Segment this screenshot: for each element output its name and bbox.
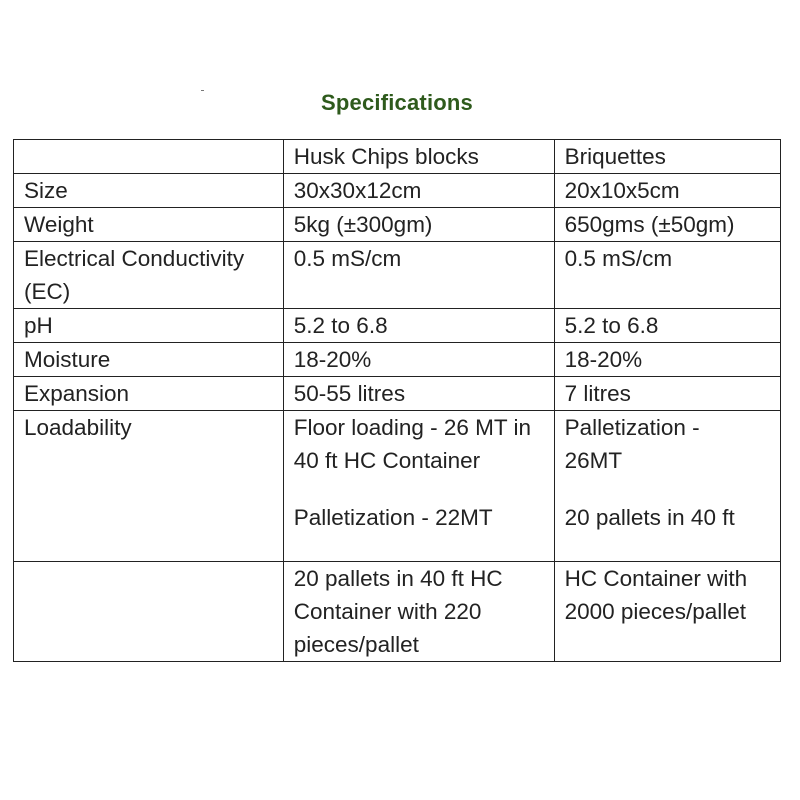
cell-line: 26MT [564,448,623,473]
husk-value: 50-55 litres [283,377,554,411]
header-cell-husk-chips-blocks: Husk Chips blocks [283,140,554,174]
cell-line: pieces/pallet [293,632,419,657]
briquette-value: 0.5 mS/cm [554,242,780,309]
paragraph-gap [294,477,550,501]
page-title: Specifications [321,90,473,115]
briquette-value: 5.2 to 6.8 [554,309,780,343]
table-row-moisture [14,343,781,377]
row-label: Loadability [14,411,284,562]
cell-line: HC Container with [564,566,748,591]
husk-value: 30x30x12cm [283,174,554,208]
briquette-value [554,411,780,562]
table-row-loadability-continued [14,562,781,662]
briquette-value: 18-20% [554,343,780,377]
row-label [14,242,284,309]
row-label [14,562,284,662]
row-label: Weight [14,208,284,242]
husk-value: 5kg (±300gm) [283,208,554,242]
specifications-table [13,139,781,662]
cell-line: 40 ft HC Container [293,448,481,473]
cell-line: 20 pallets in 40 ft [564,505,735,530]
table-row-ph [14,309,781,343]
husk-value: 0.5 mS/cm [283,242,554,309]
table-row-weight [14,208,781,242]
table-row-expansion [14,377,781,411]
cell-line: 2000 pieces/pallet [564,599,746,624]
cell-line: Palletization - 22MT [293,505,493,530]
briquette-value: 7 litres [554,377,780,411]
header-cell-empty [14,140,284,174]
husk-value: 5.2 to 6.8 [283,309,554,343]
row-label: pH [14,309,284,343]
table-row-loadability [14,411,781,562]
table-header-row [14,140,781,174]
table-row-size [14,174,781,208]
cell-line: Palletization - [564,415,700,440]
paragraph-gap [565,477,776,501]
briquette-value: 650gms (±50gm) [554,208,780,242]
husk-value [283,562,554,662]
cell-line: 20 pallets in 40 ft HC [293,566,503,591]
row-label: Expansion [14,377,284,411]
briquette-value [554,562,780,662]
table-row-electrical-conductivity [14,242,781,309]
husk-value: 18-20% [283,343,554,377]
husk-value [283,411,554,562]
row-label: Size [14,174,284,208]
row-label-line: Electrical Conductivity [24,246,245,271]
cell-line: Floor loading - 26 MT in [293,415,531,440]
header-cell-briquettes: Briquettes [554,140,780,174]
cell-line: Container with 220 [293,599,482,624]
row-label-line: (EC) [24,279,71,304]
briquette-value: 20x10x5cm [554,174,780,208]
row-label: Moisture [14,343,284,377]
